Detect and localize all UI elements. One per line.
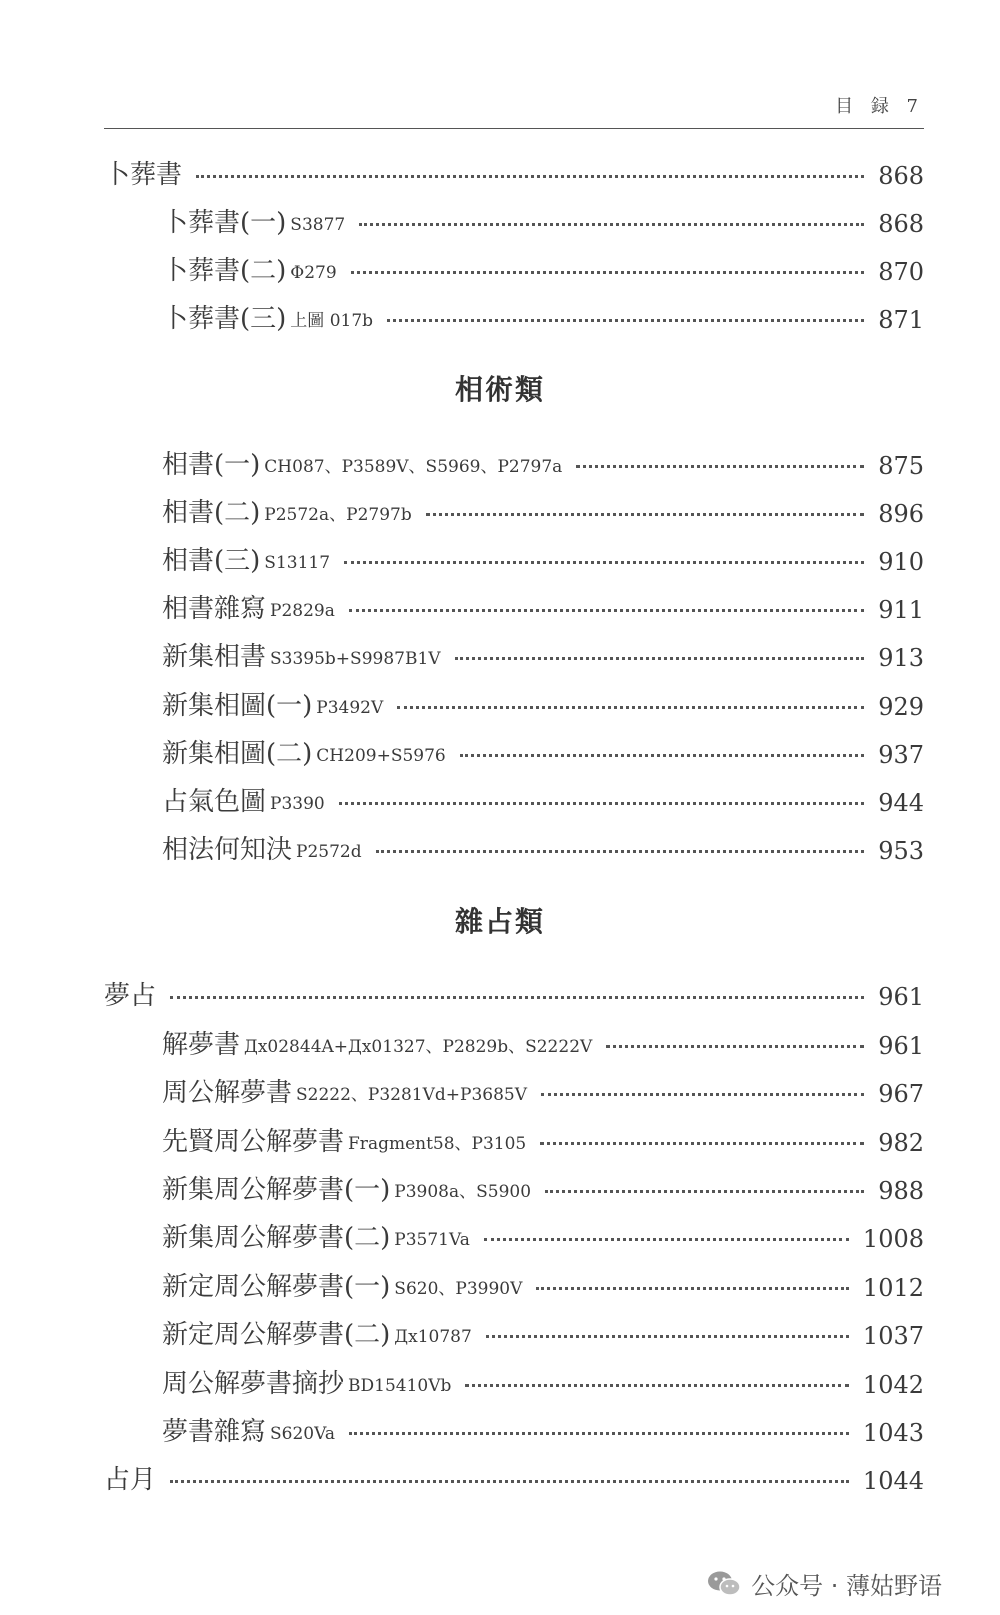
toc-entry[interactable]: [0, 679, 924, 719]
toc-entry[interactable]: [0, 969, 924, 1009]
toc-entry-title: 夢書雜寫: [162, 1417, 267, 1447]
section-heading: 相術類: [454, 373, 545, 406]
dot-leader: [351, 271, 865, 274]
toc-entry-page: 988: [878, 1177, 924, 1205]
watermark-text: 公众号 · 薄姑野语: [751, 1572, 942, 1600]
toc-entry-page: 1043: [862, 1419, 924, 1447]
dot-leader: [576, 465, 864, 468]
toc-entry-title: 新集周公解夢書(一): [162, 1175, 391, 1205]
watermark: [707, 1566, 942, 1601]
dot-leader: [376, 850, 865, 853]
toc-entry[interactable]: [0, 196, 924, 236]
toc-entry-page: 929: [878, 693, 924, 721]
toc-entry-ref: CH087、P3589V、S5969、P2797a: [264, 457, 563, 477]
toc-entry-title: 先賢周公解夢書: [162, 1127, 345, 1157]
toc-entry[interactable]: [0, 1018, 924, 1058]
toc-entry-title: 解夢書: [162, 1030, 241, 1060]
dot-leader: [536, 1287, 849, 1290]
toc-entry-ref: S13117: [264, 553, 331, 573]
toc-entry-page: 961: [878, 983, 924, 1011]
toc-entry-page: 944: [878, 789, 924, 817]
toc-entry-title: 相書(二): [162, 498, 261, 528]
toc-entry-title: 相書(三): [162, 546, 261, 576]
toc-entry-ref: Fragment58、P3105: [348, 1134, 527, 1154]
toc-entry-ref: 上圖 017b: [290, 311, 374, 331]
toc-entry-ref: CH209+S5976: [316, 746, 446, 766]
section-heading: 雜占類: [454, 905, 545, 938]
toc-entry-title: 新集相書: [162, 642, 267, 672]
toc-entry[interactable]: [0, 534, 924, 574]
toc-entry-title: 相書雜寫: [162, 594, 267, 624]
dot-leader: [349, 609, 864, 612]
toc-entry-ref: Дx02844A+Дx01327、P2829b、S2222V: [244, 1037, 593, 1057]
dot-leader: [397, 706, 864, 709]
dot-leader: [344, 561, 864, 564]
toc-entry[interactable]: [0, 630, 924, 670]
dot-leader: [486, 1335, 849, 1338]
toc-entry-ref: S620Va: [270, 1424, 335, 1444]
toc-entry-page: 913: [878, 644, 924, 672]
toc-entry-page: 870: [878, 258, 924, 286]
toc-entry-page: 1008: [862, 1225, 924, 1253]
dot-leader: [540, 1142, 864, 1145]
toc-entry-ref: S3877: [290, 215, 346, 235]
toc-entry-title: 周公解夢書摘抄: [162, 1369, 345, 1399]
toc-entry[interactable]: [0, 486, 924, 526]
toc-entry-ref: P3571Va: [394, 1230, 470, 1250]
dot-leader: [426, 513, 864, 516]
toc-entry-title: 新集周公解夢書(二): [162, 1223, 391, 1253]
dot-leader: [545, 1190, 864, 1193]
toc-entry[interactable]: [0, 1357, 924, 1397]
toc-entry[interactable]: [0, 1260, 924, 1300]
toc-entry-title: 新定周公解夢書(一): [162, 1272, 391, 1302]
toc-entry-title: 卜葬書: [104, 160, 183, 190]
toc-entry[interactable]: [0, 1308, 924, 1348]
toc-entry-title: 新定周公解夢書(二): [162, 1320, 391, 1350]
toc-entry-title: 卜葬書(一): [162, 208, 287, 238]
toc-entry-page: 1044: [862, 1467, 924, 1495]
toc-entry[interactable]: [0, 823, 924, 863]
toc-entry-page: 896: [878, 500, 924, 528]
toc-entry[interactable]: [0, 1163, 924, 1203]
dot-leader: [455, 657, 865, 660]
toc-entry[interactable]: [0, 292, 924, 332]
toc-entry[interactable]: [0, 1066, 924, 1106]
toc-entry-page: 910: [878, 548, 924, 576]
wechat-icon: [707, 1570, 741, 1598]
toc-entry-ref: Дx10787: [394, 1327, 472, 1347]
dot-leader: [484, 1238, 849, 1241]
toc-entry[interactable]: [0, 1211, 924, 1251]
dot-leader: [349, 1432, 849, 1435]
toc-entry-page: 1012: [862, 1274, 924, 1302]
toc-entry[interactable]: [0, 1405, 924, 1445]
toc-entry-ref: P2829a: [270, 601, 335, 621]
toc-entry-page: 967: [878, 1080, 924, 1108]
toc-entry[interactable]: [0, 1453, 924, 1493]
toc-entry-ref: P3908a、S5900: [394, 1182, 532, 1202]
toc-entry-title: 周公解夢書: [162, 1078, 293, 1108]
toc-entry[interactable]: [0, 582, 924, 622]
toc-entry-ref: S3395b+S9987B1V: [270, 649, 441, 669]
toc-entry-page: 1042: [862, 1371, 924, 1399]
toc-entry-page: 871: [878, 306, 924, 334]
toc-entry-title: 新集相圖(一): [162, 691, 313, 721]
toc-entry-ref: BD15410Vb: [348, 1376, 452, 1396]
running-header: 目 録 7: [835, 96, 924, 117]
toc-entry-ref: S620、P3990V: [394, 1279, 523, 1299]
dot-leader: [387, 319, 864, 322]
toc-entry-title: 卜葬書(二): [162, 256, 287, 286]
toc-entry-ref: P2572d: [296, 842, 362, 862]
toc-entry-ref: Φ279: [290, 263, 337, 283]
toc-entry-page: 1037: [862, 1322, 924, 1350]
toc-entry[interactable]: [0, 244, 924, 284]
toc-entry-page: 911: [878, 596, 924, 624]
dot-leader: [460, 754, 864, 757]
toc-entry-title: 占氣色圖: [162, 787, 267, 817]
dot-leader: [465, 1384, 849, 1387]
dot-leader: [359, 223, 864, 226]
toc-entry-title: 夢占: [104, 981, 157, 1011]
toc-entry[interactable]: [0, 148, 924, 188]
toc-entry-title: 卜葬書(三): [162, 304, 287, 334]
dot-leader: [606, 1045, 864, 1048]
toc-entry-page: 868: [878, 162, 924, 190]
toc-entry-title: 相法何知決: [162, 835, 293, 865]
toc-entry-ref: P2572a、P2797b: [264, 505, 412, 525]
toc-entry-title: 占月: [104, 1465, 157, 1495]
header-rule: [104, 128, 924, 129]
toc-entry[interactable]: [0, 1115, 924, 1155]
toc-entry-ref: P3492V: [316, 698, 384, 718]
toc-entry-ref: P3390: [270, 794, 325, 814]
toc-entry-page: 953: [878, 837, 924, 865]
toc-entry-ref: S2222、P3281Vd+P3685V: [296, 1085, 528, 1105]
dot-leader: [339, 802, 864, 805]
toc-entry-page: 875: [878, 452, 924, 480]
dot-leader: [170, 996, 864, 999]
toc-entry[interactable]: [0, 727, 924, 767]
toc-entry-title: 相書(一): [162, 450, 261, 480]
toc-entry[interactable]: [0, 438, 924, 478]
toc-entry-page: 868: [878, 210, 924, 238]
toc-entry-title: 新集相圖(二): [162, 739, 313, 769]
dot-leader: [170, 1480, 849, 1483]
toc-entry[interactable]: [0, 775, 924, 815]
dot-leader: [196, 175, 864, 178]
toc-entry-page: 982: [878, 1129, 924, 1157]
dot-leader: [541, 1093, 864, 1096]
toc-entry-page: 937: [878, 741, 924, 769]
toc-entry-page: 961: [878, 1032, 924, 1060]
